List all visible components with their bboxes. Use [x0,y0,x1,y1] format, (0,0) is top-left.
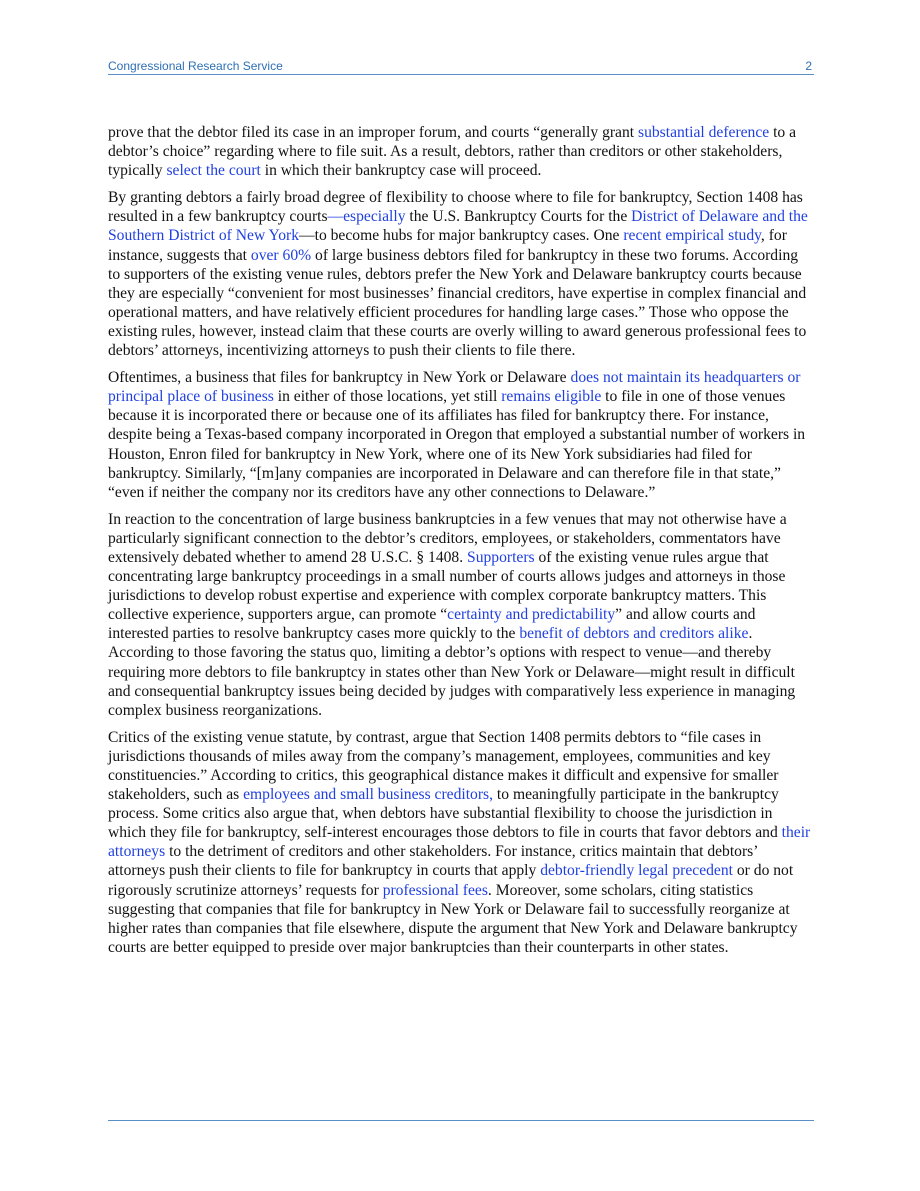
paragraph-4 [108,510,814,720]
link-benefit-of-debtors[interactable]: benefit of debtors and creditors alike [519,625,749,643]
page-header [108,56,814,75]
paragraph-2 [108,188,814,360]
paragraph-text: to file in one of those venues because it is incorporated there or because one of its affiliates has filed for bankruptcy there. For instance, despite being a Texas-based company incorporated in Oregon that employed a substantial number of workers in Houston, Enron filed for bankruptcy in New York, where one of its New York subsidiaries had filed for bankruptcy. Similarly, “[m]any companies are incorporated in Delaware and can therefore file in that state,” “even if neither the company nor its creditors have any other connections to Delaware.” [108,388,806,501]
link-select-the-court[interactable]: select the court [166,162,261,180]
paragraph-1 [108,123,814,180]
paragraph-text: of the existing venue rules argue that concentrating large bankruptcy proceedings in a small number of courts allows judges and attorneys in those jurisdictions to develop robust expertise and experience with complex corporate bankruptcy matters. This collective experience, supporters argue, can promote “ [108,548,786,624]
paragraph-text: Oftentimes, a business that files for bankruptcy in New York or Delaware [108,369,571,387]
paragraph-text: in which their bankruptcy case will proceed. [260,162,542,180]
paragraph-5 [108,728,814,957]
paragraph-text: By granting debtors a fairly broad degree of flexibility to choose where to file for bankruptcy, Section 1408 has resulted in a few bankruptcy courts [108,189,803,226]
footer-divider [108,1120,814,1121]
link-recent-empirical-study[interactable]: recent empirical study [623,227,761,245]
paragraph-3 [108,368,814,502]
header-org-name: Congressional Research Service [108,59,283,73]
page-number: 2 [805,59,812,73]
link-district-of-delaware[interactable]: District of Delaware and the Southern District of New York [108,208,808,245]
link-employees-and-small-business-creditors[interactable]: employees and small business creditors, [243,786,494,804]
link-certainty-and-predictability[interactable]: certainty and predictability [447,606,616,624]
link-substantial-deference[interactable]: substantial deference [638,124,770,141]
link-especially[interactable]: —especially [327,208,406,226]
paragraph-text: to a debtor’s choice” regarding where to file suit. As a result, debtors, rather than creditors or other stakeholders, typically [108,124,797,180]
paragraph-text: or do not rigorously scrutinize attorneys’ requests for [108,862,794,899]
paragraph-text: ” and allow courts and interested parties to resolve bankruptcy cases more quickly to the [108,606,756,643]
paragraph-text: the U.S. Bankruptcy Courts for the [405,208,632,226]
paragraph-text: in either of those locations, yet still [273,388,502,406]
paragraph-text: , for instance, suggests that [108,227,787,264]
paragraph-text: . Moreover, some scholars, citing statistics suggesting that companies that file for bankruptcy in New York or Delaware fail to successfully reorganize at higher rates than companies that file elsewhere, dispute the argument that New York and Delaware bankruptcy courts are better equipped to preside over major bankruptcies than their counterparts in other states. [108,881,798,956]
paragraph-text: to the detriment of creditors and other stakeholders. For instance, critics maintain that debtors’ attorneys push their clients to file for bankruptcy in courts that apply [108,843,758,880]
paragraph-text: . According to those favoring the status quo, limiting a debtor’s options with respect to venue—and thereby requiring more debtors to file bankruptcy in states other than New York or Delaware—might result in difficult and consequential bankruptcy issues being decided by judges with comparatively less experience in managing complex business reorganizations. [108,625,796,719]
link-over-60-percent[interactable]: over 60% [250,246,312,264]
paragraph-text: In reaction to the concentration of large business bankruptcies in a few venues that may not otherwise have a particularly significant connection to the debtor’s creditors, employees, or stakeholders, commentators have extensively debated whether to amend 28 U.S.C. § 1408. [108,510,787,566]
link-remains-eligible[interactable]: remains eligible [501,388,602,406]
paragraph-text: prove that the debtor filed its case in an improper forum, and courts “generally grant [108,124,639,141]
document-body [108,123,814,965]
link-professional-fees[interactable]: professional fees [382,881,488,899]
paragraph-text: to meaningfully participate in the bankruptcy process. Some critics also argue that, when debtors have substantial flexibility to choose the jurisdiction in which they file for bankruptcy, self-interest encourages those debtors to file in courts that favor debtors and [108,786,782,842]
paragraph-text: —to become hubs for major bankruptcy cases. One [299,227,624,245]
paragraph-text: of large business debtors filed for bankruptcy in these two forums. According to supporters of the existing venue rules, debtors prefer the New York and Delaware bankruptcy courts because they are especially “convenient for most businesses’ financial creditors, have expertise in complex financial and operational matters, and have relatively efficient procedures for handling large cases.” Those who oppose the existing rules, however, instead claim that these courts are overly willing to award generous professional fees to debtors’ attorneys, incentivizing attorneys to push their clients to file there. [108,246,807,360]
link-their-attorneys[interactable]: their attorneys [108,824,811,861]
link-headquarters[interactable]: does not maintain its headquarters or principal place of business [108,369,801,406]
link-supporters[interactable]: Supporters [467,548,535,566]
link-debtor-friendly-legal-precedent[interactable]: debtor-friendly legal precedent [540,862,733,880]
paragraph-text: Critics of the existing venue statute, by contrast, argue that Section 1408 permits debtors to “file cases in jurisdictions thousands of miles away from the company’s management, employees, communities and key constituencies.” According to critics, this geographical distance makes it difficult and expensive for smaller stakeholders, such as [108,728,779,804]
